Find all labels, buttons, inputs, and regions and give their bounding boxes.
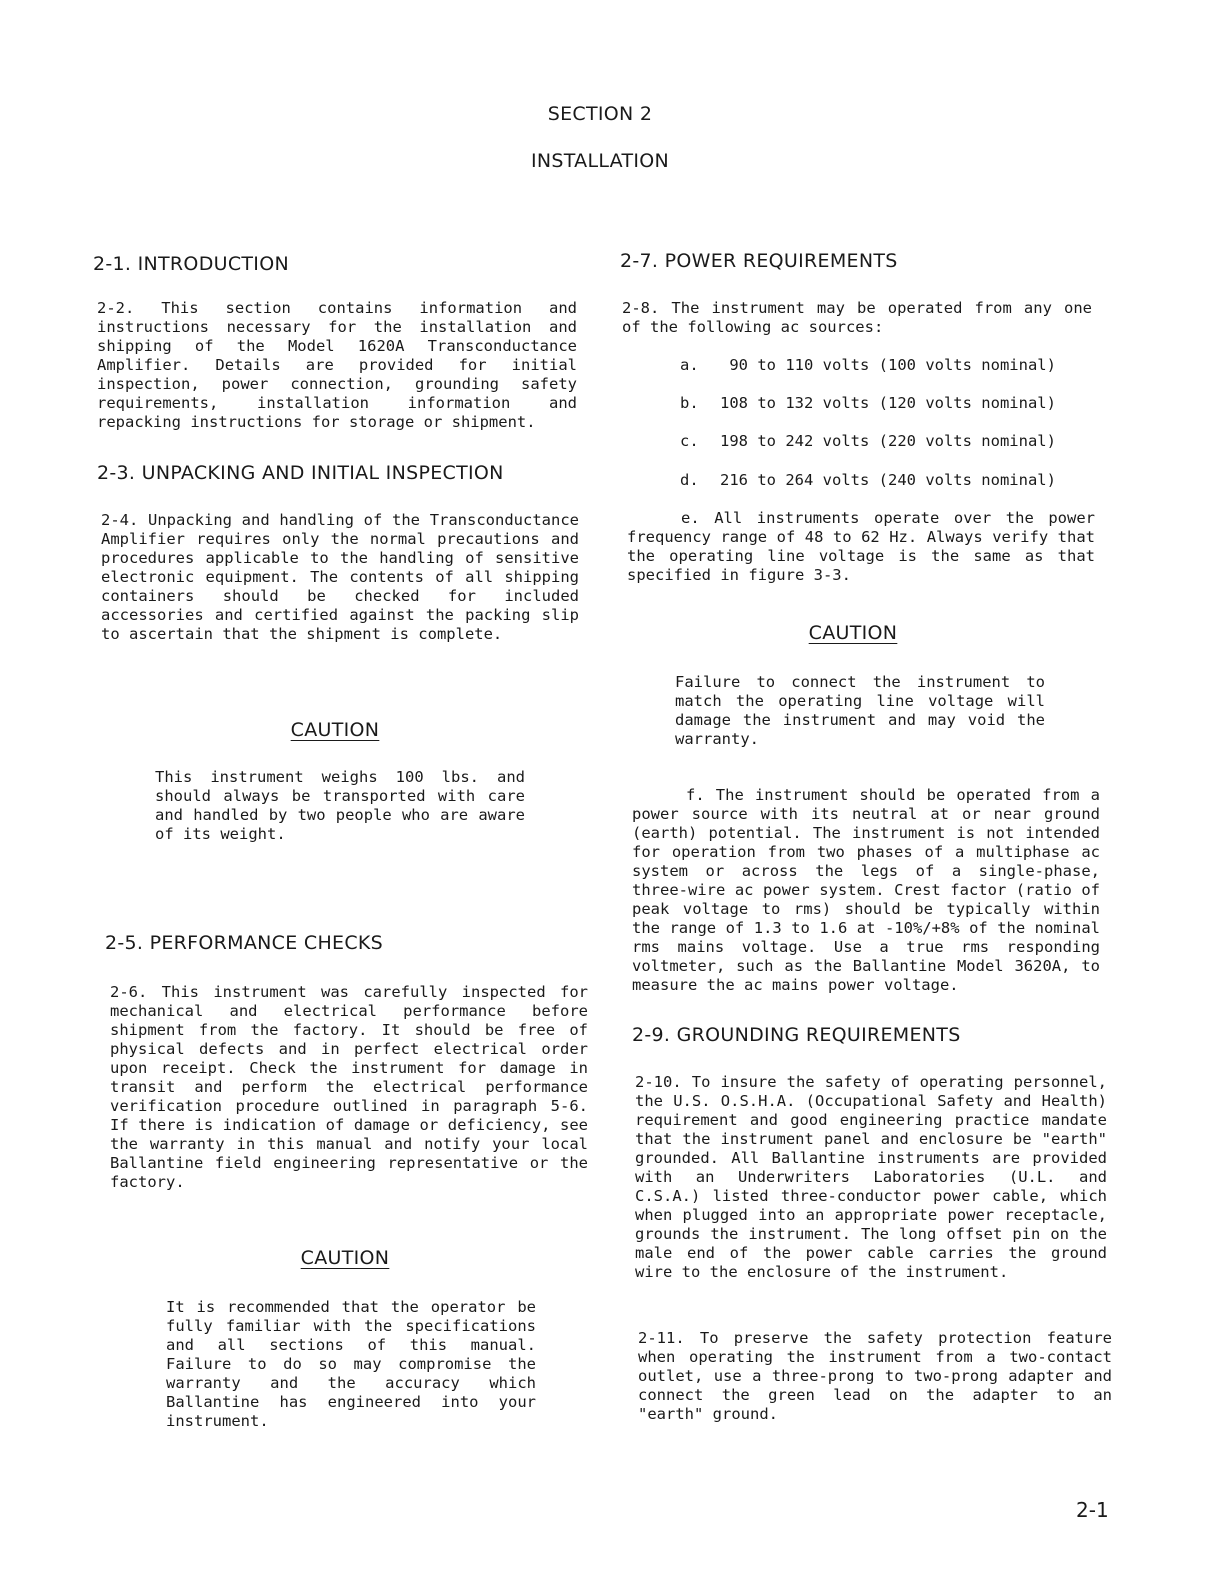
source-text: 108 to 132 volts (120 volts nominal) [720, 394, 1056, 412]
source-letter: d. [680, 471, 699, 489]
paragraph-2-4: 2-4. Unpacking and handling of the Transconductance Amplifier requires only the normal precautions and procedures applicable to the handling of sensitive electronic equipment. The contents of all shipping containers should be checked for included accessories and certified against the packing slip to ascertain that the shipment is complete. [101, 511, 579, 643]
heading-unpacking: 2-3. UNPACKING AND INITIAL INSPECTION [97, 462, 504, 484]
section-title: INSTALLATION [530, 150, 670, 172]
source-item-b [680, 394, 1056, 413]
section-number: SECTION 2 [547, 103, 653, 125]
caution-text-1: This instrument weighs 100 lbs. and should always be transported with care and handled by two people who are aware of its weight. [155, 768, 525, 843]
paragraph-f: f. The instrument should be operated from a power source with its neutral at or near ground (earth) potential. The instrument is not intended for operation from two phases of a multiphase ac system or across the legs of a single-phase, three-wire ac power system. Crest factor (ratio of peak voltage to rms) should be typically within the range of 1.3 to 1.6 at -10%/+8% of the nominal rms mains voltage. Use a true rms responding voltmeter, such as the Ballantine Model 3620A, to measure the ac mains power voltage. [632, 786, 1100, 994]
heading-power-requirements: 2-7. POWER REQUIREMENTS [620, 250, 898, 272]
heading-introduction: 2-1. INTRODUCTION [93, 253, 289, 275]
paragraph-2-8: 2-8. The instrument may be operated from any one of the following ac sources: [622, 299, 1092, 336]
source-letter: b. [680, 394, 699, 412]
heading-performance-checks: 2-5. PERFORMANCE CHECKS [105, 932, 384, 954]
source-text: 216 to 264 volts (240 volts nominal) [720, 471, 1056, 489]
paragraph-2-11: 2-11. To preserve the safety protection feature when operating the instrument from a two-contact outlet, use a three-prong to two-prong adapter and connect the green lead on the adapter to an "earth" ground. [638, 1329, 1112, 1423]
source-text: 90 to 110 volts (100 volts nominal) [720, 356, 1056, 374]
caution-text-2: It is recommended that the operator be fully familiar with the specifications and all sections of this manual. Failure to do so may compromise the warranty and the accuracy which Ballantine has engineered into your instrument. [166, 1298, 536, 1430]
caution-text-3: Failure to connect the instrument to match the operating line voltage will damage the instrument and may void the warranty. [675, 673, 1045, 748]
source-text: 198 to 242 volts (220 volts nominal) [720, 432, 1056, 450]
paragraph-2-10: 2-10. To insure the safety of operating personnel, the U.S. O.S.H.A. (Occupational Safety and Health) requirement and good engineering practice mandate that the instrument panel and enclosure be "earth" grounded. All Ballantine instruments are provided with an Underwriters Laboratories (U.L. and C.S.A.) listed three-conductor power cable, which when plugged into an appropriate power receptacle, grounds the instrument. The long offset pin on the male end of the power cable carries the ground wire to the enclosure of the instrument. [635, 1073, 1107, 1281]
caution-label-1: CAUTION [290, 719, 380, 741]
caution-label-2: CAUTION [300, 1247, 390, 1269]
page-number: 2-1 [1076, 1498, 1109, 1522]
source-letter: c. [680, 432, 699, 450]
paragraph-2-2: 2-2. This section contains information and instructions necessary for the installation and shipping of the Model 1620A Transconductance Amplifier. Details are provided for initial inspection, power connection, grounding safety requirements, installation information and repacking instructions for storage or shipment. [97, 299, 577, 431]
heading-grounding-requirements: 2-9. GROUNDING REQUIREMENTS [632, 1024, 961, 1046]
paragraph-e: e. All instruments operate over the power frequency range of 48 to 62 Hz. Always verify that the operating line voltage is the same as that specified in figure 3-3. [627, 509, 1095, 584]
source-item-c [680, 432, 1056, 451]
paragraph-2-6: 2-6. This instrument was carefully inspected for mechanical and electrical performance before shipment from the factory. It should be free of physical defects and in perfect electrical order upon receipt. Check the instrument for damage in transit and perform the electrical performance verification procedure outlined in paragraph 5-6. If there is indication of damage or deficiency, see the warranty in this manual and notify your local Ballantine field engineering representative or the factory. [110, 983, 588, 1191]
source-letter: a. [680, 356, 699, 374]
source-item-d [680, 471, 1056, 490]
caution-label-3: CAUTION [808, 622, 898, 644]
source-item-a [680, 356, 1056, 375]
